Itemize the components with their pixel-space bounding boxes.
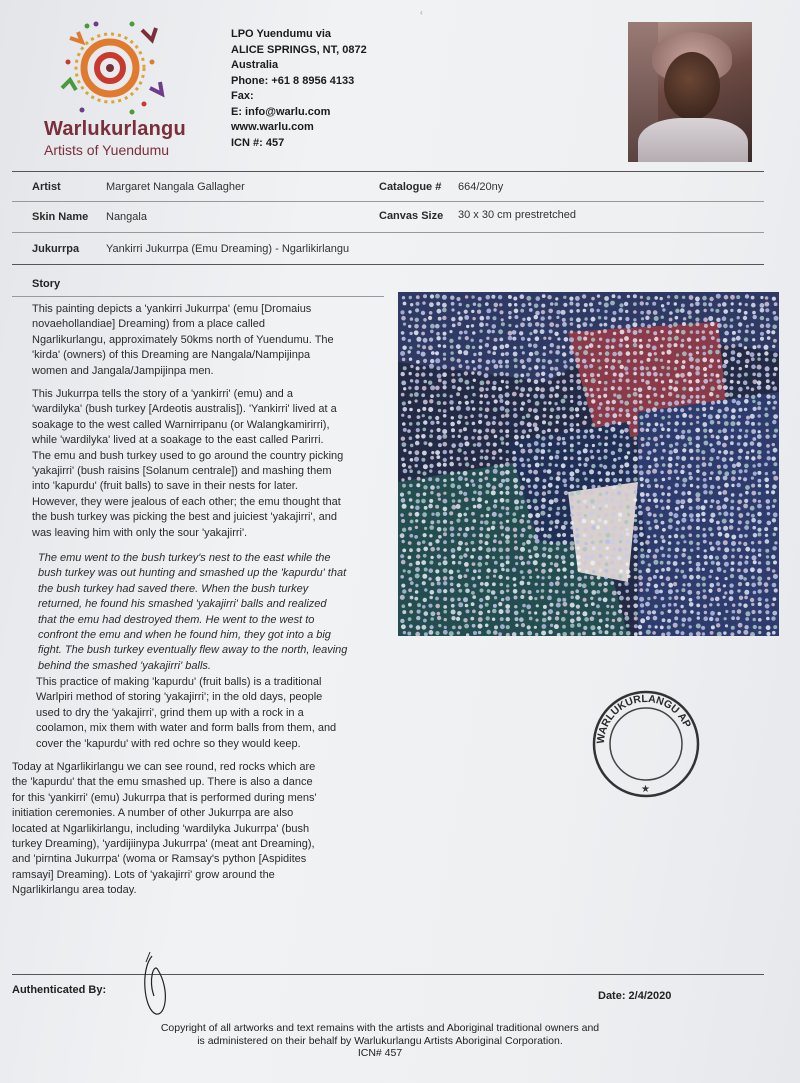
divider bbox=[12, 232, 764, 233]
catalogue-label: Catalogue # bbox=[379, 181, 442, 193]
email-line: E: info@warlu.com bbox=[231, 105, 331, 118]
logo-emblem-icon bbox=[52, 18, 172, 118]
story-line: women and Jangala/Jampijinpa men. bbox=[32, 364, 214, 377]
story-line: This practice of making 'kapurdu' (fruit balls) is a traditional bbox=[36, 676, 322, 688]
story-line: 'kirda' (owners) of this Dreaming are Nangala/Nampijinpa bbox=[32, 349, 311, 362]
story-line: soakage to the west called Warnirripanu (or Walangkamirirri), bbox=[32, 418, 330, 431]
story-line: behind the smashed 'yakajirri' balls. bbox=[38, 659, 211, 672]
divider bbox=[12, 171, 764, 172]
story-line: Ngarlikirlangu area today. bbox=[12, 884, 137, 897]
divider bbox=[12, 201, 764, 202]
brand-subtitle: Artists of Yuendumu bbox=[44, 142, 170, 158]
story-line: for this 'yankirri' (emu) Jukurrpa that is performed during mens' bbox=[12, 791, 317, 804]
icn-footer: ICN# 457 bbox=[357, 1047, 403, 1059]
canvas-size-label: Canvas Size bbox=[379, 210, 444, 222]
story-line: while 'wardilyka' lived at a soakage to the east called Parirri. bbox=[32, 434, 324, 447]
story-line: the 'kapurdu' that the emu smashed up. There is also a dance bbox=[12, 776, 313, 789]
jukurrpa-value: Yankirri Jukurrpa (Emu Dreaming) - Ngarlikirlangu bbox=[106, 243, 350, 255]
story-line: used to dry the 'yakajirri', grind them up with a rock in a bbox=[36, 706, 304, 719]
divider bbox=[12, 264, 764, 265]
story-line: 'yakajirri' (bush raisins [Solanum centrale]) and mashing them bbox=[32, 465, 332, 478]
story-line: 'wardilyka' (bush turkey [Ardeotis australis]). 'Yankirri' lived at a bbox=[32, 403, 337, 416]
story-line: novaehollandiae] Dreaming) from a place called bbox=[32, 318, 265, 331]
story-line: Today at Ngarlikirlangu we can see round, red rocks which are bbox=[12, 761, 316, 773]
stamp-text: WARLUKURLANGU AP bbox=[594, 692, 694, 745]
story-paragraph bbox=[38, 551, 378, 674]
story-line: the bush turkey was picking the best and juiciest 'yakajirri', and bbox=[32, 511, 338, 524]
story-line: The emu went to the bush turkey's nest to the east while the bbox=[38, 552, 331, 564]
story-line: located at Ngarlikirlangu, including 'wardilyka Jukurrpa' (bush bbox=[12, 822, 310, 835]
contact-block bbox=[231, 27, 367, 151]
fax-line: Fax: bbox=[231, 90, 254, 102]
star-icon: ★ bbox=[641, 784, 650, 795]
artist-value: Margaret Nangala Gallagher bbox=[106, 181, 245, 193]
pin-mark: ‹ bbox=[420, 8, 423, 17]
canvas-size-value: 30 x 30 cm prestretched bbox=[458, 209, 577, 221]
brand-name: Warlukurlangu bbox=[44, 118, 186, 140]
artist-label: Artist bbox=[32, 181, 61, 193]
copyright-line: is administered on their behalf by Warlukurlangu Artists Aboriginal Corporation. bbox=[197, 1034, 563, 1047]
date-text: Date: 2/4/2020 bbox=[598, 990, 672, 1002]
svg-text:WARLUKURLANGU AP bbox=[595, 693, 693, 744]
copyright-line: Copyright of all artworks and text remains with the artists and Aboriginal traditional owners and bbox=[160, 1022, 600, 1034]
story-line: bush turkey was out hunting and smashed up the 'kapurdu' that bbox=[38, 567, 347, 580]
story-line: the bush turkey had saved there. When the bush turkey bbox=[38, 582, 309, 595]
story-line: Ngarlikurlangu, approximately 50kms north of Yuendumu. The bbox=[32, 333, 334, 346]
icn-line: ICN #: 457 bbox=[231, 136, 285, 149]
skin-name-label: Skin Name bbox=[32, 211, 89, 223]
painting-image bbox=[398, 292, 779, 636]
story-line: turkey Dreaming), 'yardijiinypa Jukurrpa' (meat ant Dreaming), bbox=[12, 838, 315, 851]
story-line: This Jukurrpa tells the story of a 'yankirri' (emu) and a bbox=[32, 388, 293, 400]
authenticated-label: Authenticated By: bbox=[12, 984, 107, 996]
story-line: initiation ceremonies. A number of other Jukurrpa are also bbox=[12, 807, 294, 820]
story-line: However, they were jealous of each other; the emu thought that bbox=[32, 495, 341, 508]
story-line: fight. The bush turkey eventually flew away to the north, leaving bbox=[38, 644, 348, 657]
catalogue-value: 664/20ny bbox=[458, 181, 504, 193]
story-line: returned, he found his smashed 'yakajirri' balls and realized bbox=[38, 598, 327, 611]
story-heading: Story bbox=[32, 278, 61, 290]
story-line: into 'kapurdu' (fruit balls) to save in their nests for later. bbox=[32, 480, 298, 493]
divider bbox=[12, 296, 384, 297]
signature-icon bbox=[132, 950, 182, 1020]
story-line: Warlpiri method of storing 'yakajirri'; in the old days, people bbox=[36, 691, 323, 704]
story-line: cover the 'kapurdu' with red ochre so they would keep. bbox=[36, 737, 301, 750]
story-paragraph bbox=[36, 675, 376, 752]
website-line: www.warlu.com bbox=[231, 121, 314, 133]
story-line: and 'pirntina Jukurrpa' (woma or Ramsay's python [Aspidites bbox=[12, 853, 307, 866]
story-line: ramsayi] Dreaming). Lots of 'yakajirri' grow around the bbox=[12, 868, 275, 881]
story-line: The emu and bush turkey used to go around the country picking bbox=[32, 449, 344, 462]
contact-line: ALICE SPRINGS, NT, 0872 bbox=[231, 43, 367, 56]
story-line: coolamon, mix them with water and form balls from them, and bbox=[36, 722, 337, 735]
story-line: confront the emu and when he found him, they got into a big bbox=[38, 629, 331, 642]
divider bbox=[12, 974, 764, 975]
artist-photo bbox=[628, 22, 752, 162]
story-paragraph bbox=[12, 760, 372, 899]
story-line: This painting depicts a 'yankirri Jukurrpa' (emu [Dromaius bbox=[32, 303, 312, 315]
jukurrpa-label: Jukurrpa bbox=[32, 243, 80, 255]
phone-line: Phone: +61 8 8956 4133 bbox=[231, 74, 355, 87]
contact-line: LPO Yuendumu via bbox=[231, 28, 332, 40]
story-line: that the emu had destroyed them. He went to the west to bbox=[38, 613, 315, 626]
story-paragraph bbox=[32, 302, 372, 379]
story-line: was leaving him with only the sour 'yakajirri'. bbox=[32, 526, 248, 539]
company-stamp bbox=[590, 688, 702, 800]
skin-name-value: Nangala bbox=[106, 211, 147, 223]
contact-line: Australia bbox=[231, 59, 279, 71]
copyright-notice bbox=[100, 1022, 660, 1060]
story-paragraph bbox=[32, 387, 377, 541]
